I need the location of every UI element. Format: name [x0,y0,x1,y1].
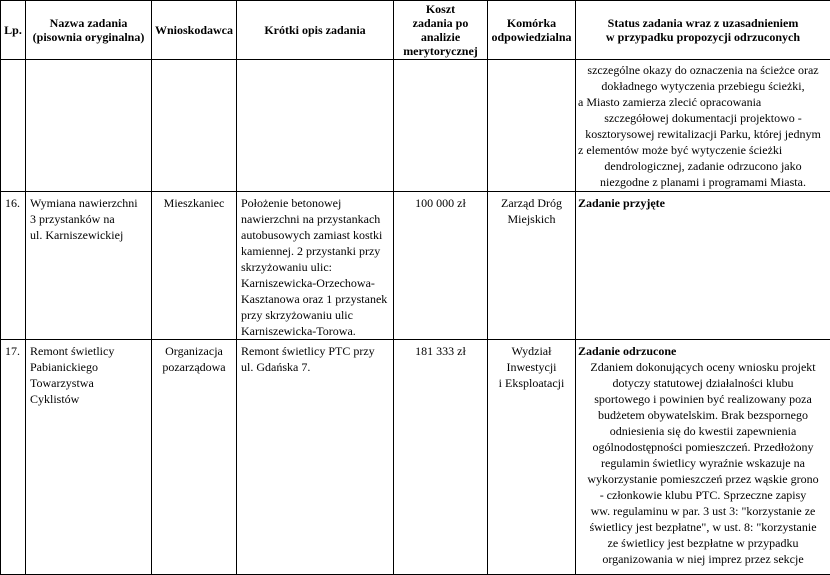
status-text-line: odniesienia się do kwestii zapewnienia [578,423,828,439]
status-text-line: - członkowie klubu PTC. Sprzeczne zapisy [578,487,828,503]
status-text-line: sportowego i powinien być realizowany poza [578,391,828,407]
header-lp: Lp. [1,1,26,60]
table-header-row [1,1,830,60]
header-task-name: Nazwa zadania (pisownia oryginalna) [26,1,152,60]
cell-description: Remont świetlicy PTC przy ul. Gdańska 7. [237,340,394,575]
status-text-line: a Miasto zamierza zlecić opracowania [578,94,828,110]
header-applicant: Wnioskodawca [152,1,237,60]
cell-description [237,60,394,192]
header-status: Status zadania wraz z uzasadnieniem w przypadku propozycji odrzuconych [576,1,830,60]
cell-responsible-unit: Zarząd Dróg Miejskich [488,192,576,340]
cell-lp [1,60,26,192]
status-text-line: ogólnodostępności pomieszczeń. Przedłożony [578,439,828,455]
header-responsible-unit: Komórka odpowiedzialna [488,1,576,60]
cell-status [576,340,830,575]
status-text-line: szczególne okazy do oznaczenia na ścieżce oraz [578,62,828,78]
cell-status [576,192,830,340]
status-text-line: świetlicy jest bezpłatne", w ust. 8: "korzystanie [578,519,828,535]
header-description: Krótki opis zadania [237,1,394,60]
table-row [1,340,830,575]
cell-task-name: Remont świetlicy Pabianickiego Towarzystwa Cyklistów [26,340,152,575]
cell-applicant: Organizacja pozarządowa [152,340,237,575]
status-text-line: wykorzystanie pomieszczeń przez wąskie grono [578,471,828,487]
cell-lp: 16. [1,192,26,340]
cell-applicant: Mieszkaniec [152,192,237,340]
status-text-line: ze świetlicy jest bezpłatne w przypadku [578,535,828,551]
header-cost: Koszt zadania po analizie merytorycznej [394,1,488,60]
table-row-continuation [1,60,830,192]
cell-description: Położenie betonowej nawierzchni na przystankach autobusowych zamiast kostki kamiennej. 2 przystanki przy skrzyżowaniu ulic: Karniszewicka-Orzechowa- Kasztanowa oraz 1 przystanek przy skrzyżowaniu ulic Karniszewicka-Torowa. [237,192,394,340]
table-row [1,192,830,340]
status-text-line: organizowania w niej imprez przez sekcje [578,551,828,567]
cell-task-name [26,60,152,192]
status-text-line: Zdaniem dokonujących oceny wniosku projekt [578,359,828,375]
status-text-line: niezgodne z planami i programami Miasta. [578,174,828,190]
status-text-line: dendrologicznej, zadanie odrzucono jako [578,158,828,174]
status-text-line: dotyczy statutowej działalności klubu [578,375,828,391]
cell-cost: 181 333 zł [394,340,488,575]
cell-lp: 17. [1,340,26,575]
cell-applicant [152,60,237,192]
cell-responsible-unit: Wydział Inwestycji i Eksploatacji [488,340,576,575]
status-text-line: z elementów może być wytyczenie ścieżki [578,142,828,158]
cell-cost [394,60,488,192]
status-text-line: budżetem obywatelskim. Brak bezspornego [578,407,828,423]
status-title: Zadanie przyjęte [578,196,665,210]
status-text-line: kosztorysowej rewitalizacji Parku, której jednym [578,126,828,142]
cell-status [576,60,830,192]
status-text-line: ww. regulaminu w par. 3 ust 3: "korzystanie ze [578,503,828,519]
status-text-line: szczegółowej dokumentacji projektowo - [578,110,828,126]
cell-responsible-unit [488,60,576,192]
cell-cost: 100 000 zł [394,192,488,340]
status-title: Zadanie odrzucone [578,343,828,359]
cell-task-name: Wymiana nawierzchni 3 przystanków na ul. Karniszewickiej [26,192,152,340]
status-text-line: dokładnego wytyczenia przebiegu ścieżki, [578,78,828,94]
status-text-line: regulamin świetlicy wyraźnie wskazuje na [578,455,828,471]
